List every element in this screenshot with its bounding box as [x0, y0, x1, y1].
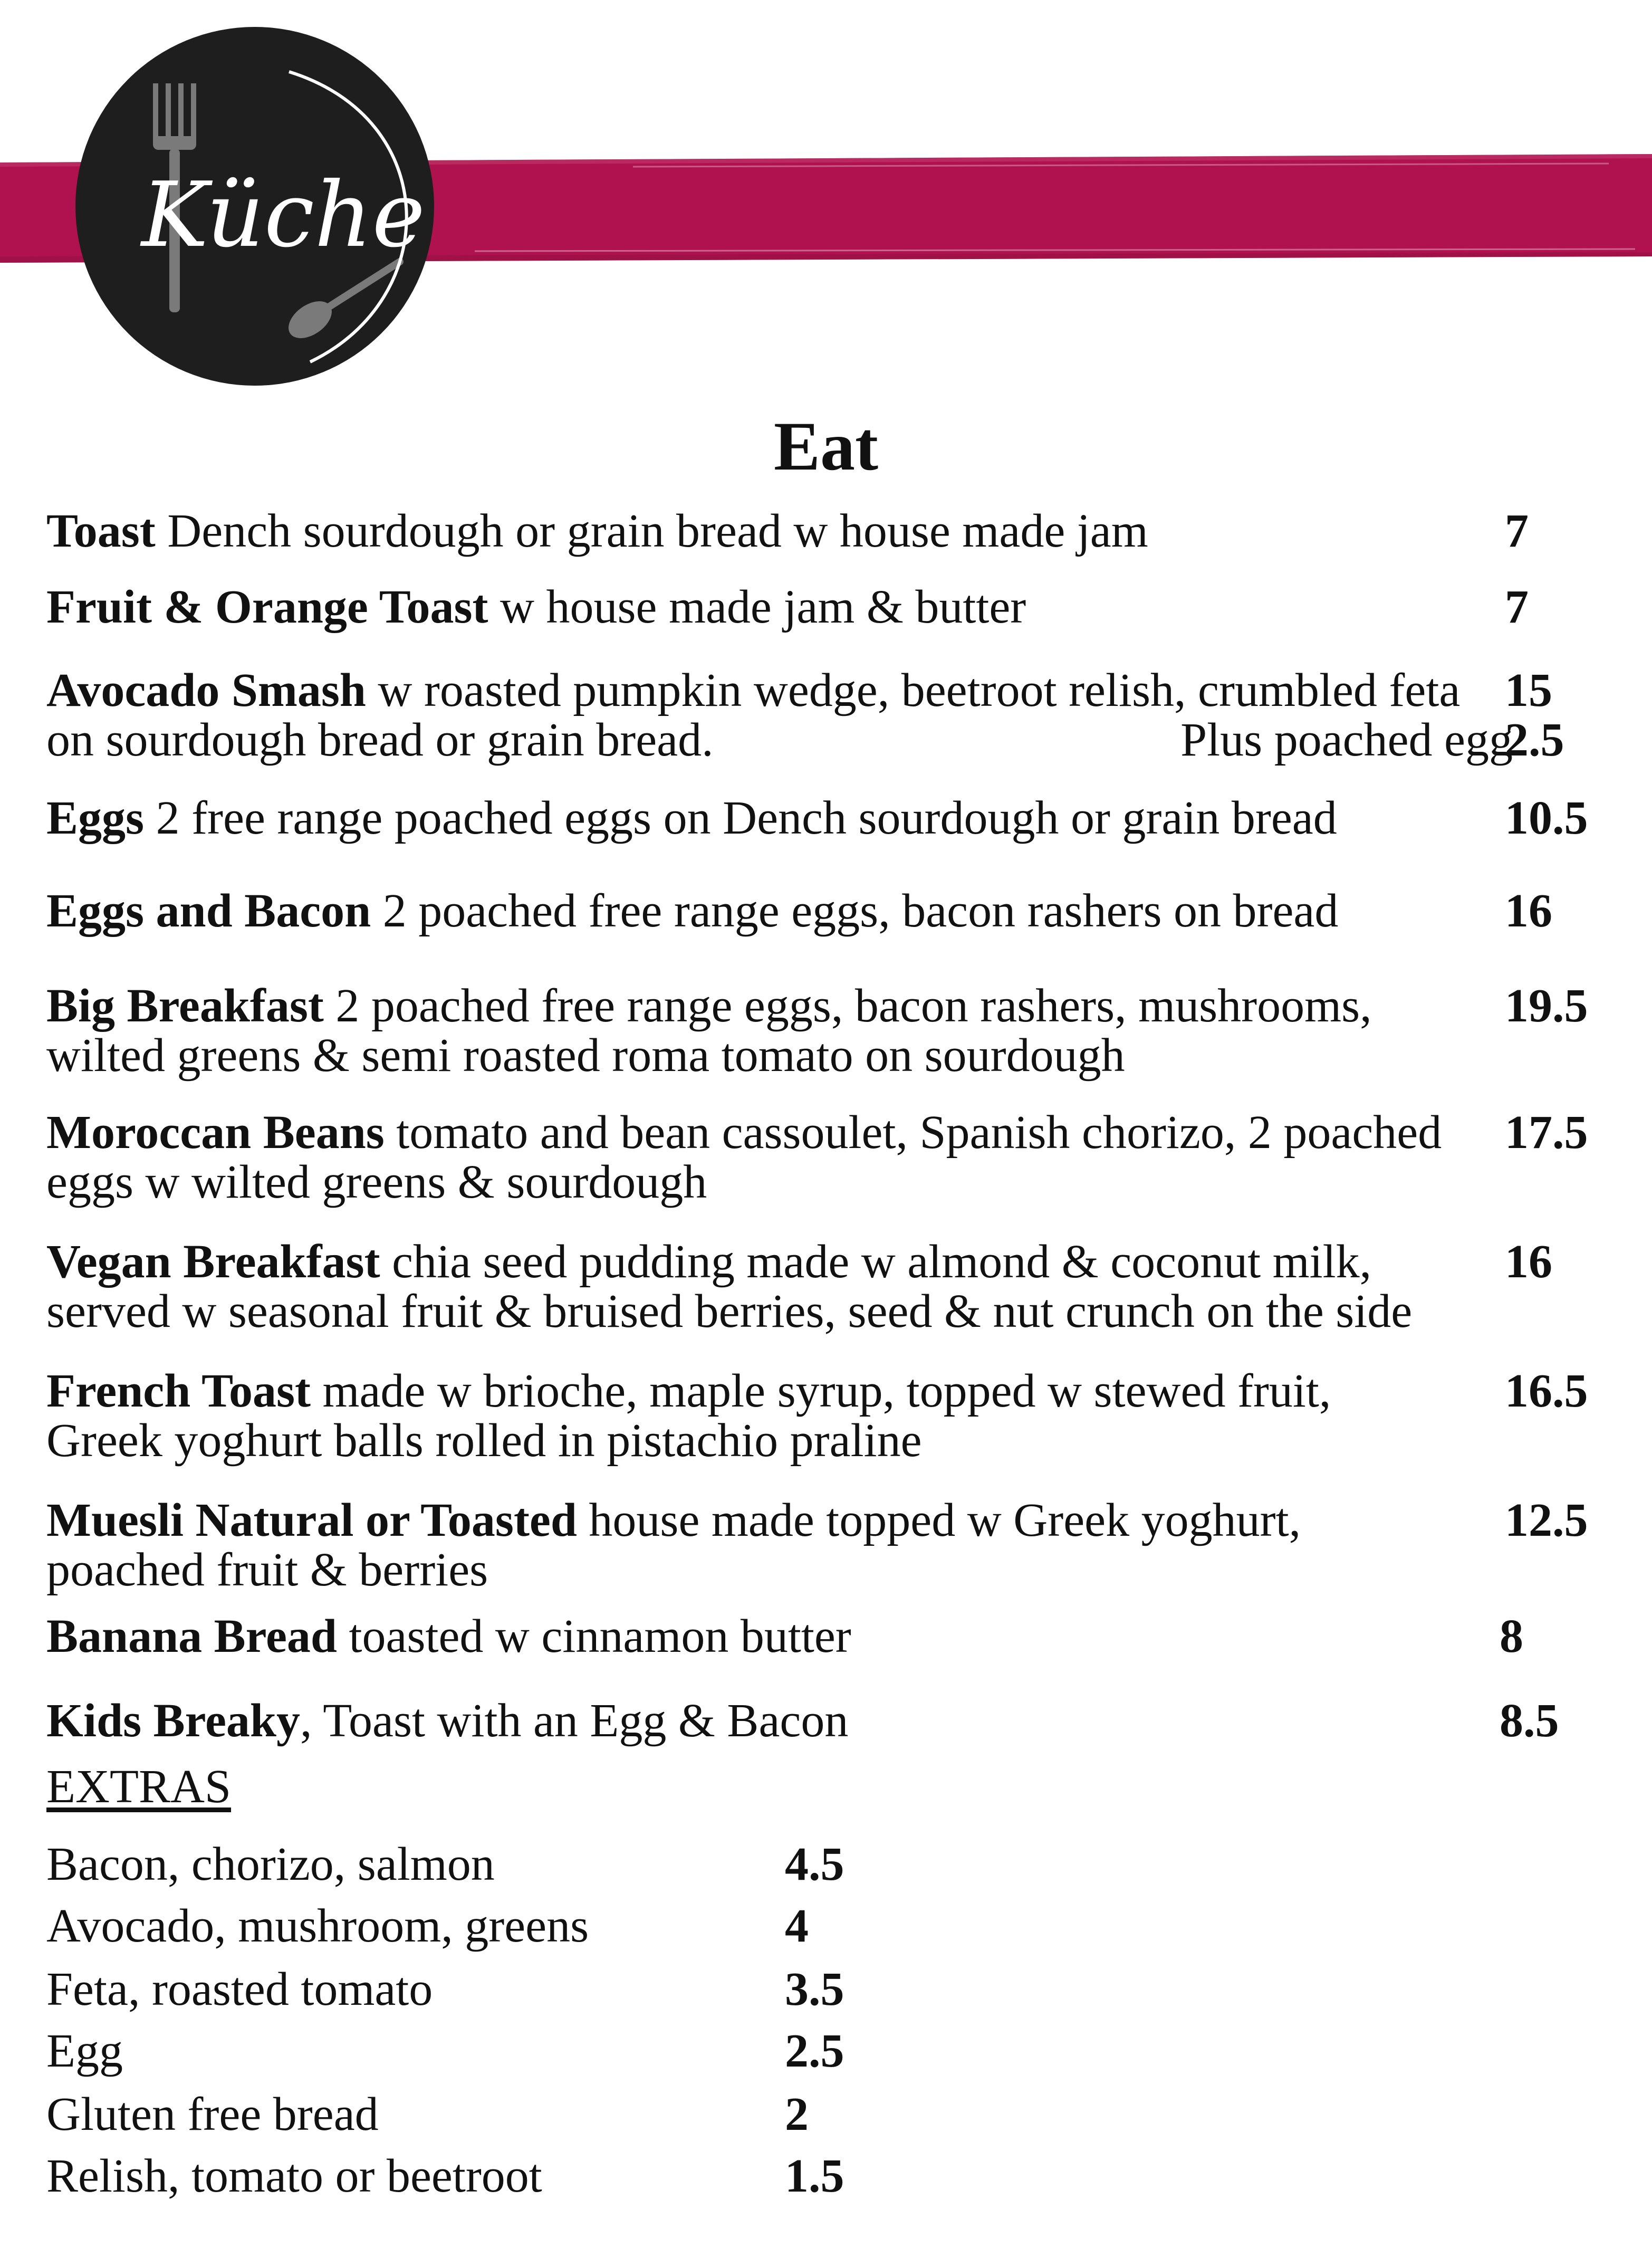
- menu-item: [46, 1612, 1629, 1661]
- item-desc: house made topped w Greek yoghurt, poached fruit & berries: [46, 1494, 1301, 1596]
- extra-name: Gluten free bread: [46, 2088, 379, 2140]
- extra-price: 1.5: [785, 2150, 844, 2202]
- extra-item: [46, 1901, 890, 1951]
- item-price: 16: [1505, 885, 1552, 937]
- extra-name: Egg: [46, 2025, 123, 2077]
- item-name: Eggs: [46, 792, 145, 844]
- item-name: Avocado Smash: [46, 664, 366, 716]
- menu-item: [46, 886, 1629, 936]
- menu-title: Eat: [774, 407, 878, 485]
- item-addon: Plus poached egg: [1180, 714, 1513, 766]
- extra-name: Bacon, chorizo, salmon: [46, 1838, 495, 1890]
- extra-name: Relish, tomato or beetroot: [46, 2150, 542, 2202]
- menu-item: [46, 981, 1629, 1080]
- item-price: 7: [1505, 505, 1529, 557]
- menu-item: [46, 666, 1629, 765]
- menu-item: [46, 1496, 1629, 1595]
- extra-item: [46, 2090, 890, 2139]
- item-desc: 2 poached free range eggs, bacon rashers on bread: [371, 885, 1339, 937]
- item-desc: 2 free range poached eggs on Dench sourdough or grain bread: [144, 792, 1337, 844]
- kuche-logo: [62, 24, 447, 388]
- item-name: Moroccan Beans: [46, 1106, 385, 1159]
- item-desc: w roasted pumpkin wedge, beetroot relish, crumbled feta: [366, 664, 1461, 716]
- item-desc: chia seed pudding made w almond & coconut milk, served w seasonal fruit & bruised berries, seed & nut crunch on the side: [46, 1236, 1413, 1337]
- item-name: Kids Breaky: [46, 1695, 300, 1747]
- extras-heading: EXTRAS: [46, 1761, 232, 1813]
- item-price: 19.5: [1505, 980, 1588, 1032]
- extra-item: [46, 1965, 890, 2014]
- logo-text: Küche: [141, 163, 426, 267]
- extra-price: 2.5: [785, 2025, 844, 2077]
- item-price: 12.5: [1505, 1494, 1588, 1546]
- item-desc: 2 poached free range eggs, bacon rashers, mushrooms, wilted greens & semi roasted roma tomato on sourdough: [46, 980, 1372, 1082]
- item-desc: Dench sourdough or grain bread w house made jam: [155, 505, 1148, 557]
- item-name: Banana Bread: [46, 1610, 337, 1662]
- extra-item: [46, 2151, 890, 2201]
- extra-price: 4.5: [785, 1838, 844, 1890]
- item-price: 8: [1500, 1610, 1523, 1662]
- item-desc: toasted w cinnamon butter: [337, 1610, 851, 1662]
- item-desc: , Toast with an Egg & Bacon: [300, 1695, 849, 1747]
- menu-item: [46, 1696, 1629, 1746]
- extra-item: [46, 1840, 890, 1889]
- item-price: 17.5: [1505, 1106, 1588, 1159]
- item-price: 8.5: [1500, 1695, 1559, 1747]
- extra-name: Feta, roasted tomato: [46, 1963, 433, 2015]
- item-price: 16.5: [1505, 1365, 1588, 1417]
- menu-item: [46, 1366, 1629, 1466]
- menu-item: [46, 793, 1629, 843]
- item-desc: made w brioche, maple syrup, topped w stewed fruit, Greek yoghurt balls rolled in pistachio praline: [46, 1365, 1331, 1467]
- item-price: 15: [1505, 664, 1552, 716]
- item-desc-line2: on sourdough bread or grain bread.: [46, 714, 714, 766]
- item-name: French Toast: [46, 1365, 311, 1417]
- menu-item: [46, 1108, 1629, 1207]
- item-desc: w house made jam & butter: [488, 581, 1026, 633]
- extra-name: Avocado, mushroom, greens: [46, 1900, 589, 1952]
- item-name: Eggs and Bacon: [46, 885, 371, 937]
- item-desc: tomato and bean cassoulet, Spanish chorizo, 2 poached eggs w wilted greens & sourdough: [46, 1106, 1442, 1208]
- menu-item: [46, 506, 1629, 556]
- item-name: Big Breakfast: [46, 980, 324, 1032]
- item-price: 7: [1505, 581, 1529, 633]
- item-addon-price: 2.5: [1505, 714, 1564, 766]
- extra-price: 4: [785, 1900, 809, 1952]
- item-price: 10.5: [1505, 792, 1588, 844]
- item-price: 16: [1505, 1236, 1552, 1288]
- item-name: Vegan Breakfast: [46, 1236, 380, 1288]
- menu-item: [46, 1237, 1629, 1336]
- item-name: Muesli Natural or Toasted: [46, 1494, 577, 1546]
- extra-item: [46, 2026, 890, 2076]
- extra-price: 2: [785, 2088, 809, 2140]
- extra-price: 3.5: [785, 1963, 844, 2015]
- item-name: Toast: [46, 505, 156, 557]
- menu-item: [46, 582, 1629, 632]
- item-name: Fruit & Orange Toast: [46, 581, 488, 633]
